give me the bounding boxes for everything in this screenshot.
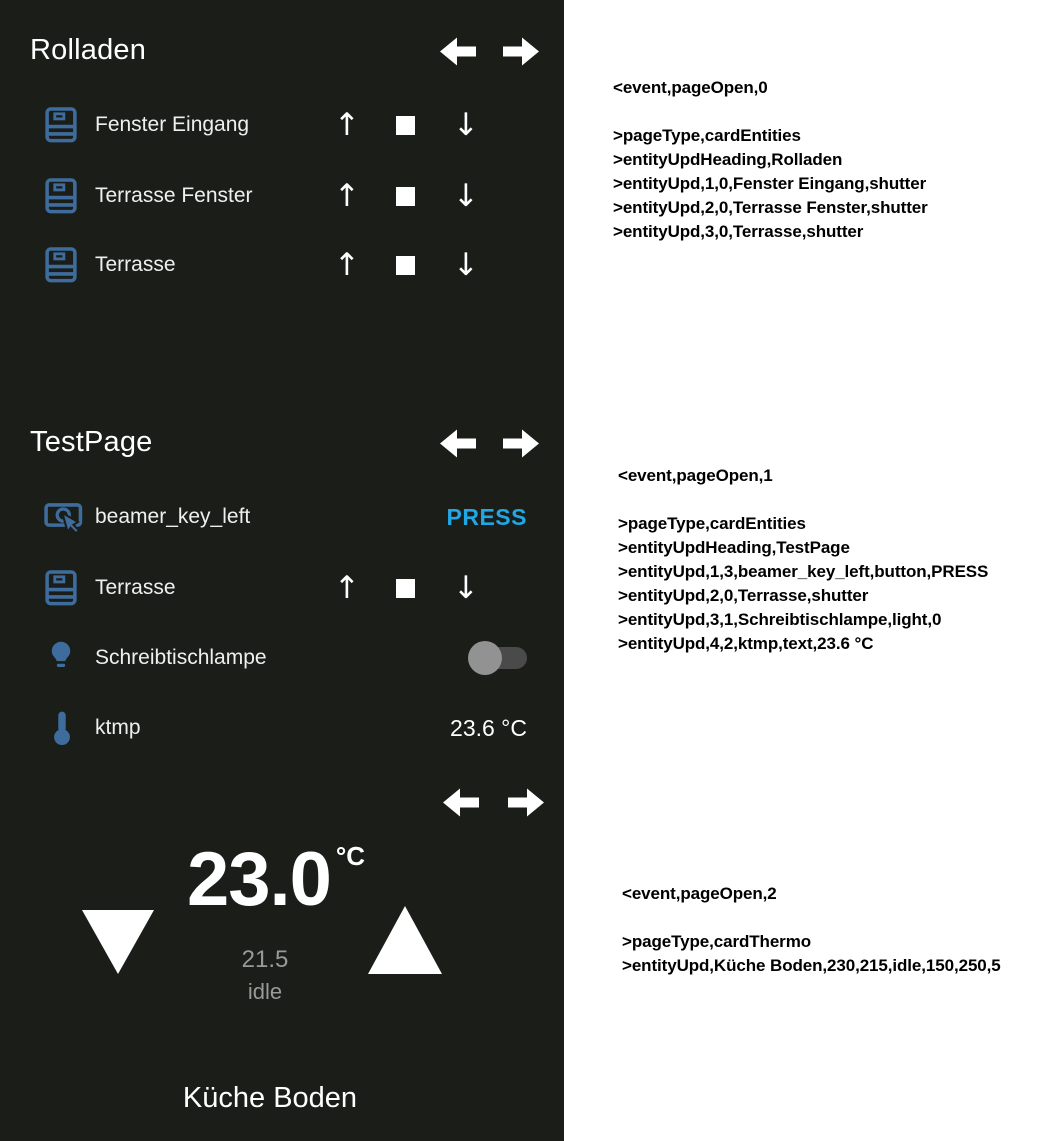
- shutter-up-button[interactable]: ↑: [334, 247, 360, 283]
- window-shutter-icon: [44, 568, 82, 608]
- log-response-line: >entityUpdHeading,Rolladen: [613, 150, 843, 169]
- log-block-page2: [622, 882, 1001, 978]
- card-heading-rolladen: Rolladen: [30, 34, 147, 66]
- shutter-stop-button[interactable]: [396, 579, 415, 598]
- log-gap: [618, 488, 988, 512]
- entity-row-beamer-key-left: [0, 491, 564, 543]
- entity-label: Fenster Eingang: [95, 113, 250, 136]
- log-response-line: >entityUpd,2,0,Terrasse Fenster,shutter: [613, 198, 928, 217]
- shutter-down-button[interactable]: ↓: [453, 247, 479, 283]
- log-response-line: >entityUpd,Küche Boden,230,215,idle,150,250,5: [622, 956, 1001, 975]
- log-response-line: >entityUpd,3,0,Terrasse,shutter: [613, 222, 864, 241]
- log-response-line: >pageType,cardEntities: [613, 126, 801, 145]
- shutter-up-button[interactable]: ↑: [334, 107, 360, 143]
- hvac-state: idle: [247, 979, 283, 1004]
- entity-row-terrasse: [0, 239, 564, 291]
- log-event-line: <event,pageOpen,2: [622, 884, 777, 903]
- next-page-arrow-icon[interactable]: [503, 428, 539, 459]
- shutter-stop-button[interactable]: [396, 256, 415, 275]
- entity-label: Terrasse: [95, 576, 176, 599]
- log-response-line: >pageType,cardThermo: [622, 932, 811, 951]
- log-response-line: >entityUpd,3,1,Schreibtischlampe,light,0: [618, 610, 942, 629]
- entity-row-ktmp: [0, 702, 564, 754]
- entity-label: Terrasse Fenster: [95, 184, 253, 207]
- prev-page-arrow-icon[interactable]: [440, 36, 476, 67]
- log-response-line: >entityUpdHeading,TestPage: [618, 538, 850, 557]
- log-gap: [622, 906, 1001, 930]
- entity-label: Terrasse: [95, 253, 176, 276]
- entity-label: ktmp: [95, 716, 141, 739]
- shutter-up-button[interactable]: ↑: [334, 178, 360, 214]
- log-gap: [613, 100, 928, 124]
- entity-row-terrasse-2: [0, 562, 564, 614]
- prev-page-arrow-icon[interactable]: [440, 428, 476, 459]
- target-temperature: 21.5: [241, 946, 289, 973]
- window-shutter-icon: [44, 105, 82, 145]
- entity-row-terrasse-fenster: [0, 170, 564, 222]
- current-temperature: [0, 837, 552, 922]
- log-event-line: <event,pageOpen,0: [613, 78, 768, 97]
- entity-label: Schreibtischlampe: [95, 646, 267, 669]
- temperature-unit: °C: [335, 841, 366, 871]
- toggle-knob: [468, 641, 502, 675]
- next-page-arrow-icon[interactable]: [503, 36, 539, 67]
- log-response-line: >pageType,cardEntities: [618, 514, 806, 533]
- entity-label: beamer_key_left: [95, 505, 251, 528]
- thermostat-entity-name: Küche Boden: [182, 1082, 358, 1114]
- current-temperature-value: 23.0: [186, 837, 331, 922]
- log-response-line: >entityUpd,1,3,beamer_key_left,button,PRESS: [618, 562, 989, 581]
- log-response-line: >entityUpd,2,0,Terrasse,shutter: [618, 586, 869, 605]
- card-heading-testpage: TestPage: [30, 426, 153, 458]
- window-shutter-icon: [44, 245, 82, 285]
- log-event-line: <event,pageOpen,1: [618, 466, 773, 485]
- shutter-stop-button[interactable]: [396, 116, 415, 135]
- log-response-line: >entityUpd,4,2,ktmp,text,23.6 °C: [618, 634, 874, 653]
- entity-value-temperature: 23.6 °C: [450, 715, 527, 741]
- window-shutter-icon: [44, 176, 82, 216]
- log-block-page1: [618, 464, 988, 656]
- thermometer-icon: [50, 709, 88, 749]
- shutter-stop-button[interactable]: [396, 187, 415, 206]
- protocol-log-pane: [564, 0, 1045, 1141]
- gesture-tap-button-icon: [44, 500, 82, 540]
- log-response-line: >entityUpd,1,0,Fenster Eingang,shutter: [613, 174, 927, 193]
- log-block-page0: [613, 76, 928, 244]
- shutter-down-button[interactable]: ↓: [453, 107, 479, 143]
- lightbulb-icon: [46, 639, 84, 679]
- entity-row-fenster-eingang: [0, 99, 564, 151]
- shutter-down-button[interactable]: ↓: [453, 178, 479, 214]
- next-page-arrow-icon[interactable]: [508, 787, 544, 818]
- shutter-down-button[interactable]: ↓: [453, 570, 479, 606]
- light-toggle-off[interactable]: [470, 647, 527, 669]
- press-button[interactable]: PRESS: [446, 504, 527, 530]
- prev-page-arrow-icon[interactable]: [443, 787, 479, 818]
- entity-row-schreibtischlampe: [0, 632, 564, 684]
- shutter-up-button[interactable]: ↑: [334, 570, 360, 606]
